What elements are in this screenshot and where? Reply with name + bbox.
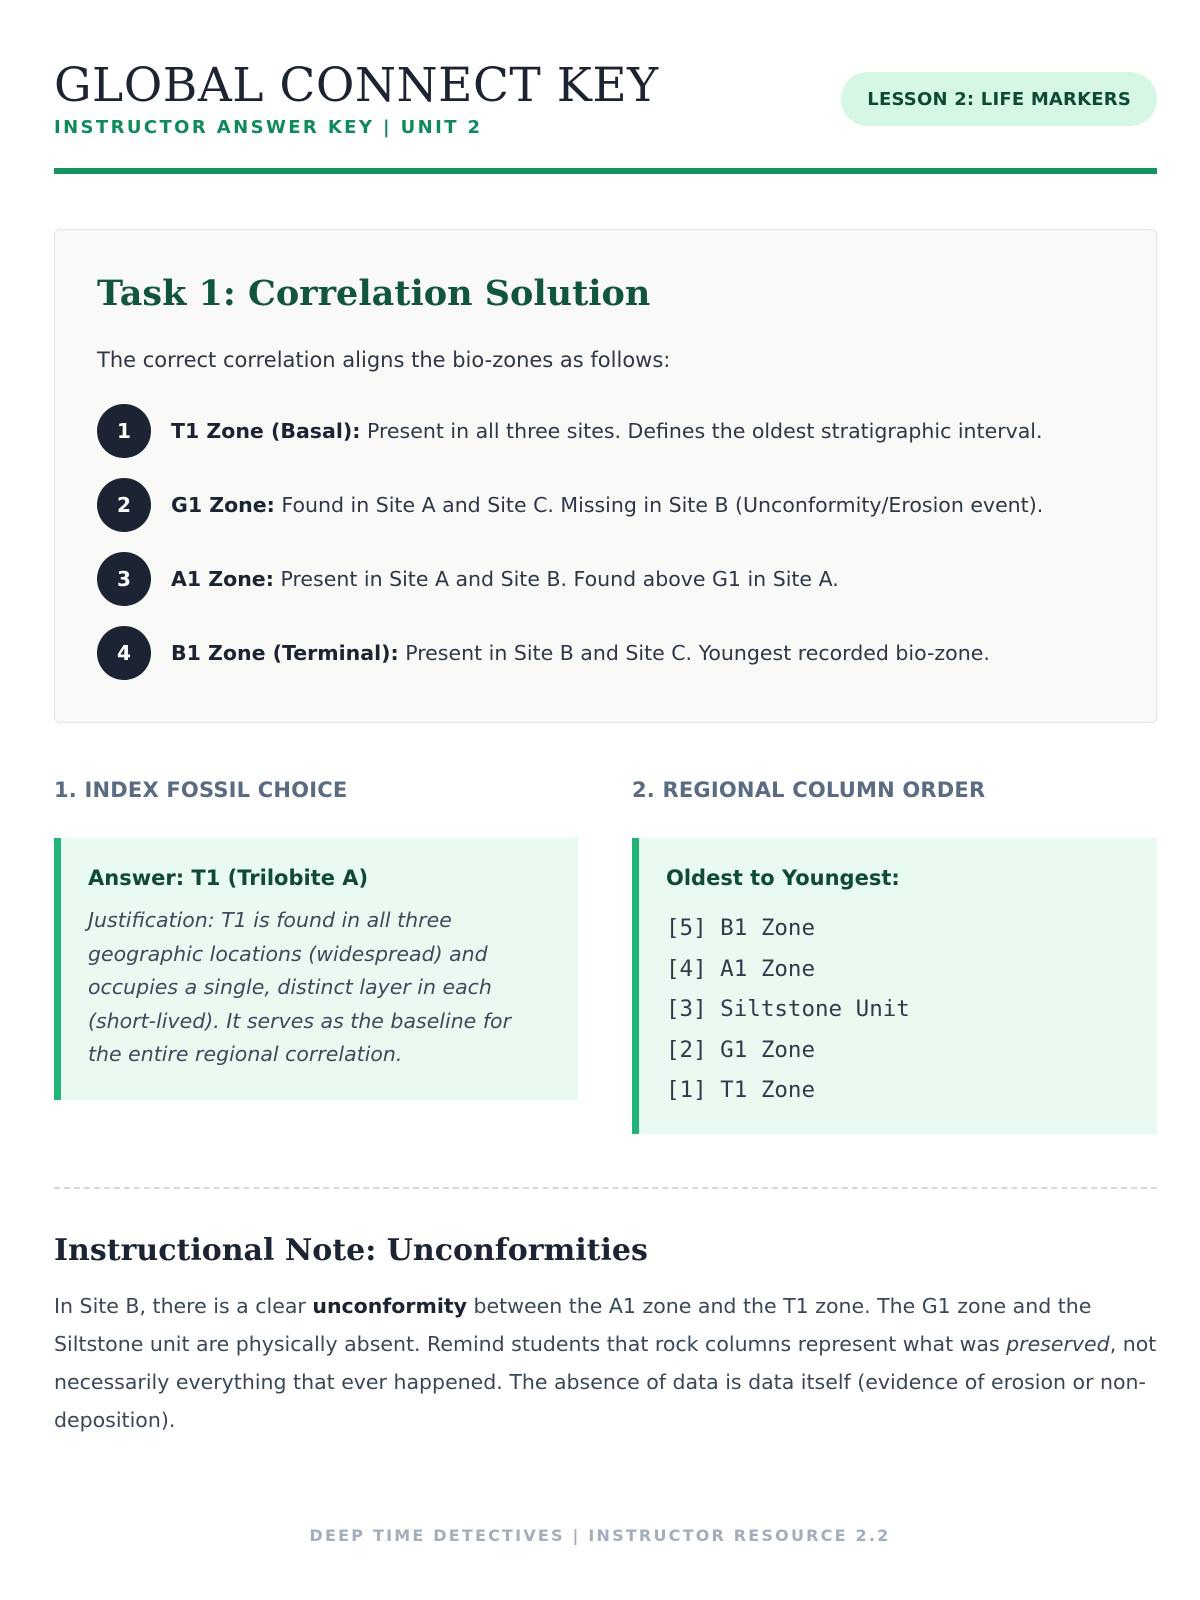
step-item (97, 404, 1137, 458)
step-item (97, 626, 1137, 680)
step-number-badge: 1 (97, 404, 151, 458)
column-order-answer-box (632, 838, 1157, 1134)
index-fossil-justification: Justification: T1 is found in all three geographic locations (widespread) and occupies a single, distinct layer in each (short-lived). It serves as the baseline for the entire regional correlation. (88, 908, 512, 1066)
step-description: Present in Site A and Site B. Found above G1 in Site A. (273, 567, 839, 591)
column-order-title: Oldest to Youngest: (666, 866, 900, 890)
column-order-list (666, 908, 910, 1111)
step-description: Present in all three sites. Defines the oldest stratigraphic interval. (360, 419, 1043, 443)
note-emphasis: unconformity (312, 1294, 468, 1318)
step-text (171, 493, 1043, 517)
step-item (97, 552, 1137, 606)
step-description: Found in Site A and Site C. Missing in Site B (Unconformity/Erosion event). (274, 493, 1044, 517)
page-subtitle: INSTRUCTOR ANSWER KEY | UNIT 2 (54, 117, 483, 138)
header-divider (54, 168, 1157, 174)
note-text: between the A1 zone and the T1 zone. The G1 zone and the Siltstone unit are physically absent. Remind students that rock columns represent what was (54, 1294, 1092, 1356)
page-title: GLOBAL CONNECT KEY (54, 58, 659, 113)
note-body (54, 1287, 1159, 1439)
task-title: Task 1: Correlation Solution (97, 273, 651, 314)
task-solution-card (54, 229, 1157, 723)
index-fossil-answer: Answer: T1 (Trilobite A) (88, 866, 369, 890)
step-text (171, 641, 990, 665)
list-item: [1] T1 Zone (666, 1077, 816, 1103)
section-divider (54, 1187, 1157, 1189)
note-title: Instructional Note: Unconformities (54, 1233, 648, 1268)
lesson-badge: LESSON 2: LIFE MARKERS (841, 72, 1157, 126)
step-description: Present in Site B and Site C. Youngest recorded bio-zone. (398, 641, 990, 665)
step-number-badge: 2 (97, 478, 151, 532)
list-item: [4] A1 Zone (666, 955, 816, 982)
page-footer: DEEP TIME DETECTIVES | INSTRUCTOR RESOURCE 2.2 (309, 1526, 891, 1545)
note-text: , not necessarily everything that ever happened. The absence of data is data itself (evidence of erosion or non-deposition). (54, 1332, 1157, 1432)
step-text (171, 567, 839, 591)
list-item: [3] Siltstone Unit (666, 996, 910, 1022)
step-label: A1 Zone: (171, 567, 274, 591)
index-fossil-answer-box (54, 838, 578, 1100)
task-intro: The correct correlation aligns the bio-zones as follows: (97, 348, 671, 372)
column-order-heading: 2. REGIONAL COLUMN ORDER (632, 778, 986, 802)
step-number-badge: 4 (97, 626, 151, 680)
list-item: [2] G1 Zone (666, 1036, 816, 1063)
step-item (97, 478, 1137, 532)
step-number-badge: 3 (97, 552, 151, 606)
index-fossil-heading: 1. INDEX FOSSIL CHOICE (54, 778, 348, 802)
list-item: [5] B1 Zone (666, 915, 816, 941)
step-label: T1 Zone (Basal): (171, 419, 361, 443)
step-list (97, 404, 1137, 700)
note-text: In Site B, there is a clear (54, 1294, 313, 1318)
note-emphasis-italic: preserved (1006, 1332, 1110, 1356)
step-label: B1 Zone (Terminal): (171, 641, 399, 665)
step-text (171, 419, 1043, 443)
page-header (54, 58, 1157, 176)
step-label: G1 Zone: (171, 493, 275, 517)
